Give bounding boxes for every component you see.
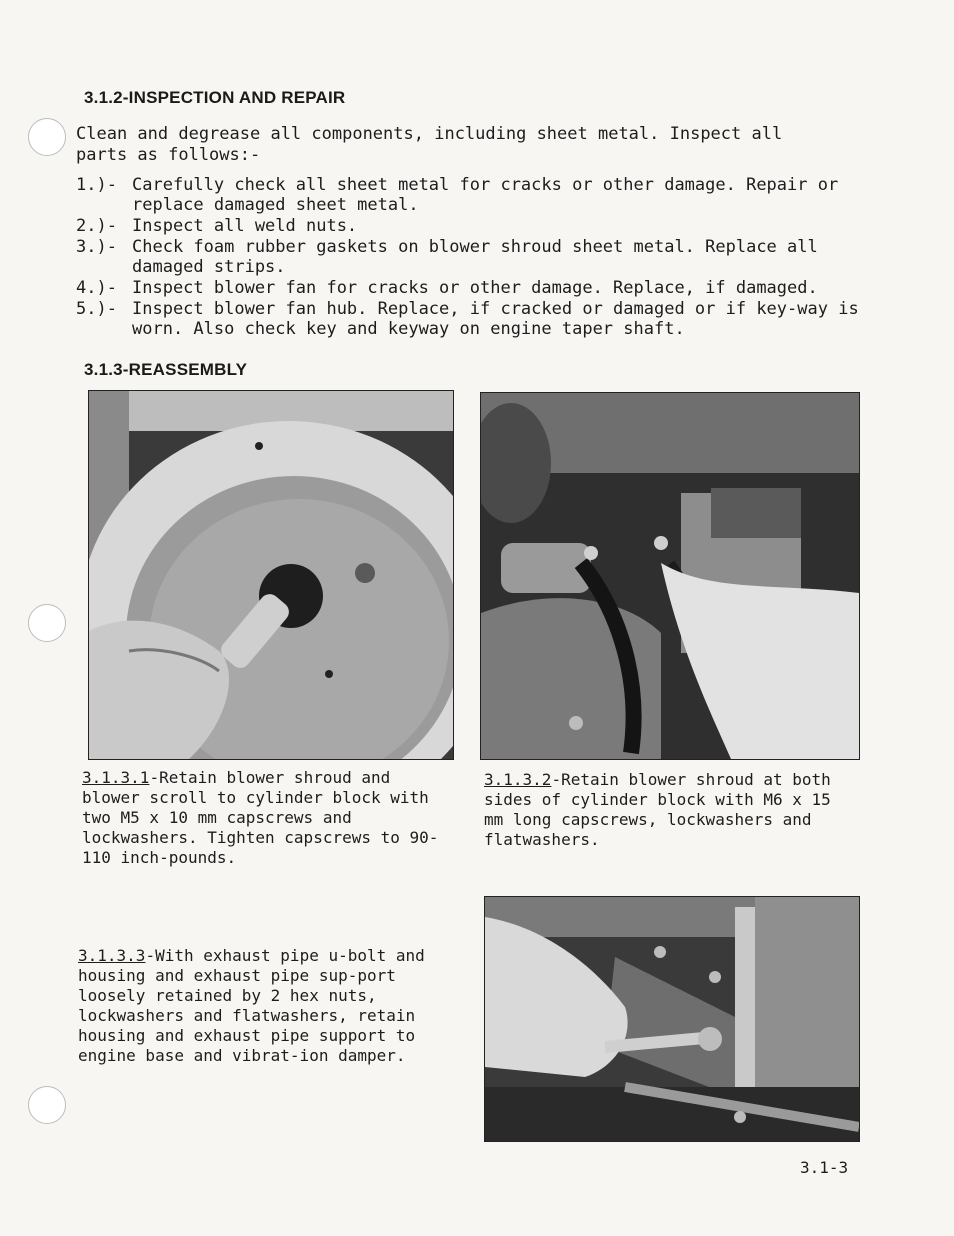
list-item-text: Inspect blower fan for cracks or other damage. Replace, if damaged. [132, 278, 818, 298]
binder-hole [28, 118, 66, 156]
list-item-number: 1.)- [76, 175, 117, 195]
caption-step-3-1-3-2 [484, 770, 844, 850]
list-item-number: 5.)- [76, 299, 117, 319]
list-item-text: Inspect all weld nuts. [132, 216, 358, 236]
list-item-number: 3.)- [76, 237, 117, 257]
list-item-text: Inspect blower fan hub. Replace, if cracked or damaged or if key-way is worn. Also check key and keyway on engine taper shaft. [132, 299, 859, 339]
step-number: 3.1.3.1 [82, 768, 150, 787]
caption-step-3-1-3-3 [78, 946, 462, 1066]
inspection-list [76, 175, 896, 340]
section-heading-inspection: 3.1.2-INSPECTION AND REPAIR [84, 88, 346, 107]
step-number: 3.1.3.3 [78, 946, 146, 965]
binder-hole [28, 1086, 66, 1124]
photo-cylinder-block [480, 392, 860, 760]
section-heading-reassembly: 3.1.3-REASSEMBLY [84, 360, 248, 379]
intro-line-2: parts as follows:- [76, 145, 261, 165]
step-text: -With exhaust pipe u-bolt and housing and exhaust pipe sup-port loosely retained by 2 hex nuts, lockwashers and flatwashers, retain housing and exhaust pipe support to engine base and vibrat-ion damper. [78, 946, 425, 1065]
binder-hole [28, 604, 66, 642]
list-item-number: 4.)- [76, 278, 117, 298]
step-text: -Retain blower shroud and blower scroll to cylinder block with two M5 x 10 mm capscrews and lockwashers. Tighten capscrews to 90-110 inch-pounds. [82, 768, 439, 867]
caption-step-3-1-3-1 [82, 768, 454, 868]
photo-blower-shroud [88, 390, 454, 760]
intro-line-1: Clean and degrease all components, including sheet metal. Inspect all [76, 124, 783, 144]
list-item-number: 2.)- [76, 216, 117, 236]
list-item [76, 278, 896, 298]
list-item [76, 299, 896, 339]
list-item [76, 237, 896, 277]
photo-exhaust-housing [484, 896, 860, 1142]
list-item-text: Check foam rubber gaskets on blower shroud sheet metal. Replace all damaged strips. [132, 237, 818, 277]
list-item [76, 175, 896, 215]
list-item [76, 216, 896, 236]
step-number: 3.1.3.2 [484, 770, 552, 789]
list-item-text: Carefully check all sheet metal for cracks or other damage. Repair or replace damaged sheet metal. [132, 175, 839, 215]
page-number: 3.1-3 [800, 1158, 849, 1177]
step-text: -Retain blower shroud at both sides of cylinder block with M6 x 15 mm long capscrews, lockwashers and flatwashers. [484, 770, 831, 849]
